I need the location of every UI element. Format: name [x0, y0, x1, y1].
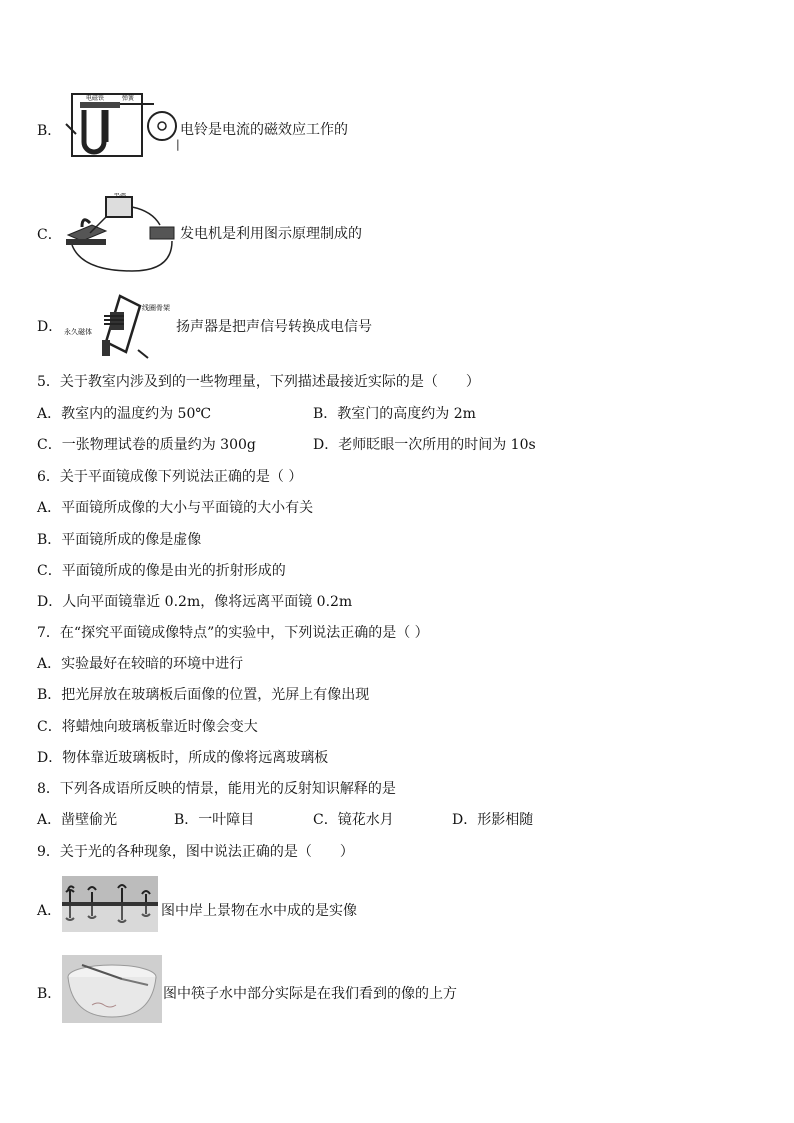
option-caption: 发电机是利用图示原理制成的: [180, 226, 362, 242]
question-stem: 5．关于教室内涉及到的一些物理量，下列描述最接近实际的是（ ）: [37, 374, 480, 390]
option-text: D．物体靠近玻璃板时，所成的像将远离玻璃板: [37, 750, 329, 766]
question-stem: 9．关于光的各种现象，图中说法正确的是（ ）: [37, 844, 354, 860]
question-stem: 8．下列各成语所反映的情景，能用光的反射知识解释的是: [37, 781, 396, 797]
option-text: A．实验最好在较暗的环境中进行: [37, 656, 244, 672]
option-text: A．平面镜所成像的大小与平面镜的大小有关: [37, 500, 314, 516]
question-stem: 7．在“探究平面镜成像特点”的实验中，下列说法正确的是（ ）: [37, 625, 429, 641]
option-text: A．教室内的温度约为 50℃: [37, 406, 212, 422]
option-caption: 扬声器是把声信号转换成电信号: [176, 319, 372, 335]
option-text: D．老师眨眼一次所用的时间为 10s: [313, 437, 536, 453]
option-label: B．: [37, 123, 62, 139]
text-cursor-mark: |: [176, 138, 180, 151]
generator-figure: [62, 193, 177, 273]
question-stem: 6．关于平面镜成像下列说法正确的是（ ）: [37, 469, 303, 485]
option-text: D．人向平面镜靠近 0.2m，像将远离平面镜 0.2m: [37, 594, 353, 610]
magnet-label: 永久磁体: [64, 328, 92, 336]
chopsticks-bowl-photo: [62, 955, 162, 1023]
option-label: B．: [37, 986, 62, 1002]
option-caption: 图中筷子水中部分实际是在我们看到的像的上方: [163, 986, 457, 1002]
option-text: B．平面镜所成的像是虚像: [37, 532, 202, 548]
bell-label-right: 弹簧: [122, 95, 135, 102]
bell-label-left: 电磁铁: [86, 95, 105, 102]
option-text: C．将蜡烛向玻璃板靠近时像会变大: [37, 719, 258, 735]
option-text: B．把光屏放在玻璃板后面像的位置，光屏上有像出现: [37, 687, 370, 703]
coil-label: 线圈骨架: [142, 304, 170, 312]
option-label: C．: [37, 227, 62, 243]
option-text: B．教室门的高度约为 2m: [313, 406, 476, 422]
option-caption: 电铃是电流的磁效应工作的: [180, 122, 348, 138]
reflection-photo: [62, 876, 158, 932]
option-text: B．一叶障目: [174, 812, 255, 828]
option-text: A．凿壁偷光: [37, 812, 118, 828]
option-text: C．平面镜所成的像是由光的折射形成的: [37, 563, 286, 579]
generator-top-label: 电源: [114, 193, 127, 198]
option-text: D．形影相随: [452, 812, 534, 828]
speaker-figure: [62, 290, 177, 360]
option-label: A．: [37, 903, 62, 919]
option-caption: 图中岸上景物在水中成的是实像: [161, 903, 357, 919]
option-text: C．一张物理试卷的质量约为 300g: [37, 437, 256, 453]
option-text: C．镜花水月: [313, 812, 394, 828]
option-label: D．: [37, 319, 63, 335]
electric-bell-figure: [62, 90, 177, 160]
